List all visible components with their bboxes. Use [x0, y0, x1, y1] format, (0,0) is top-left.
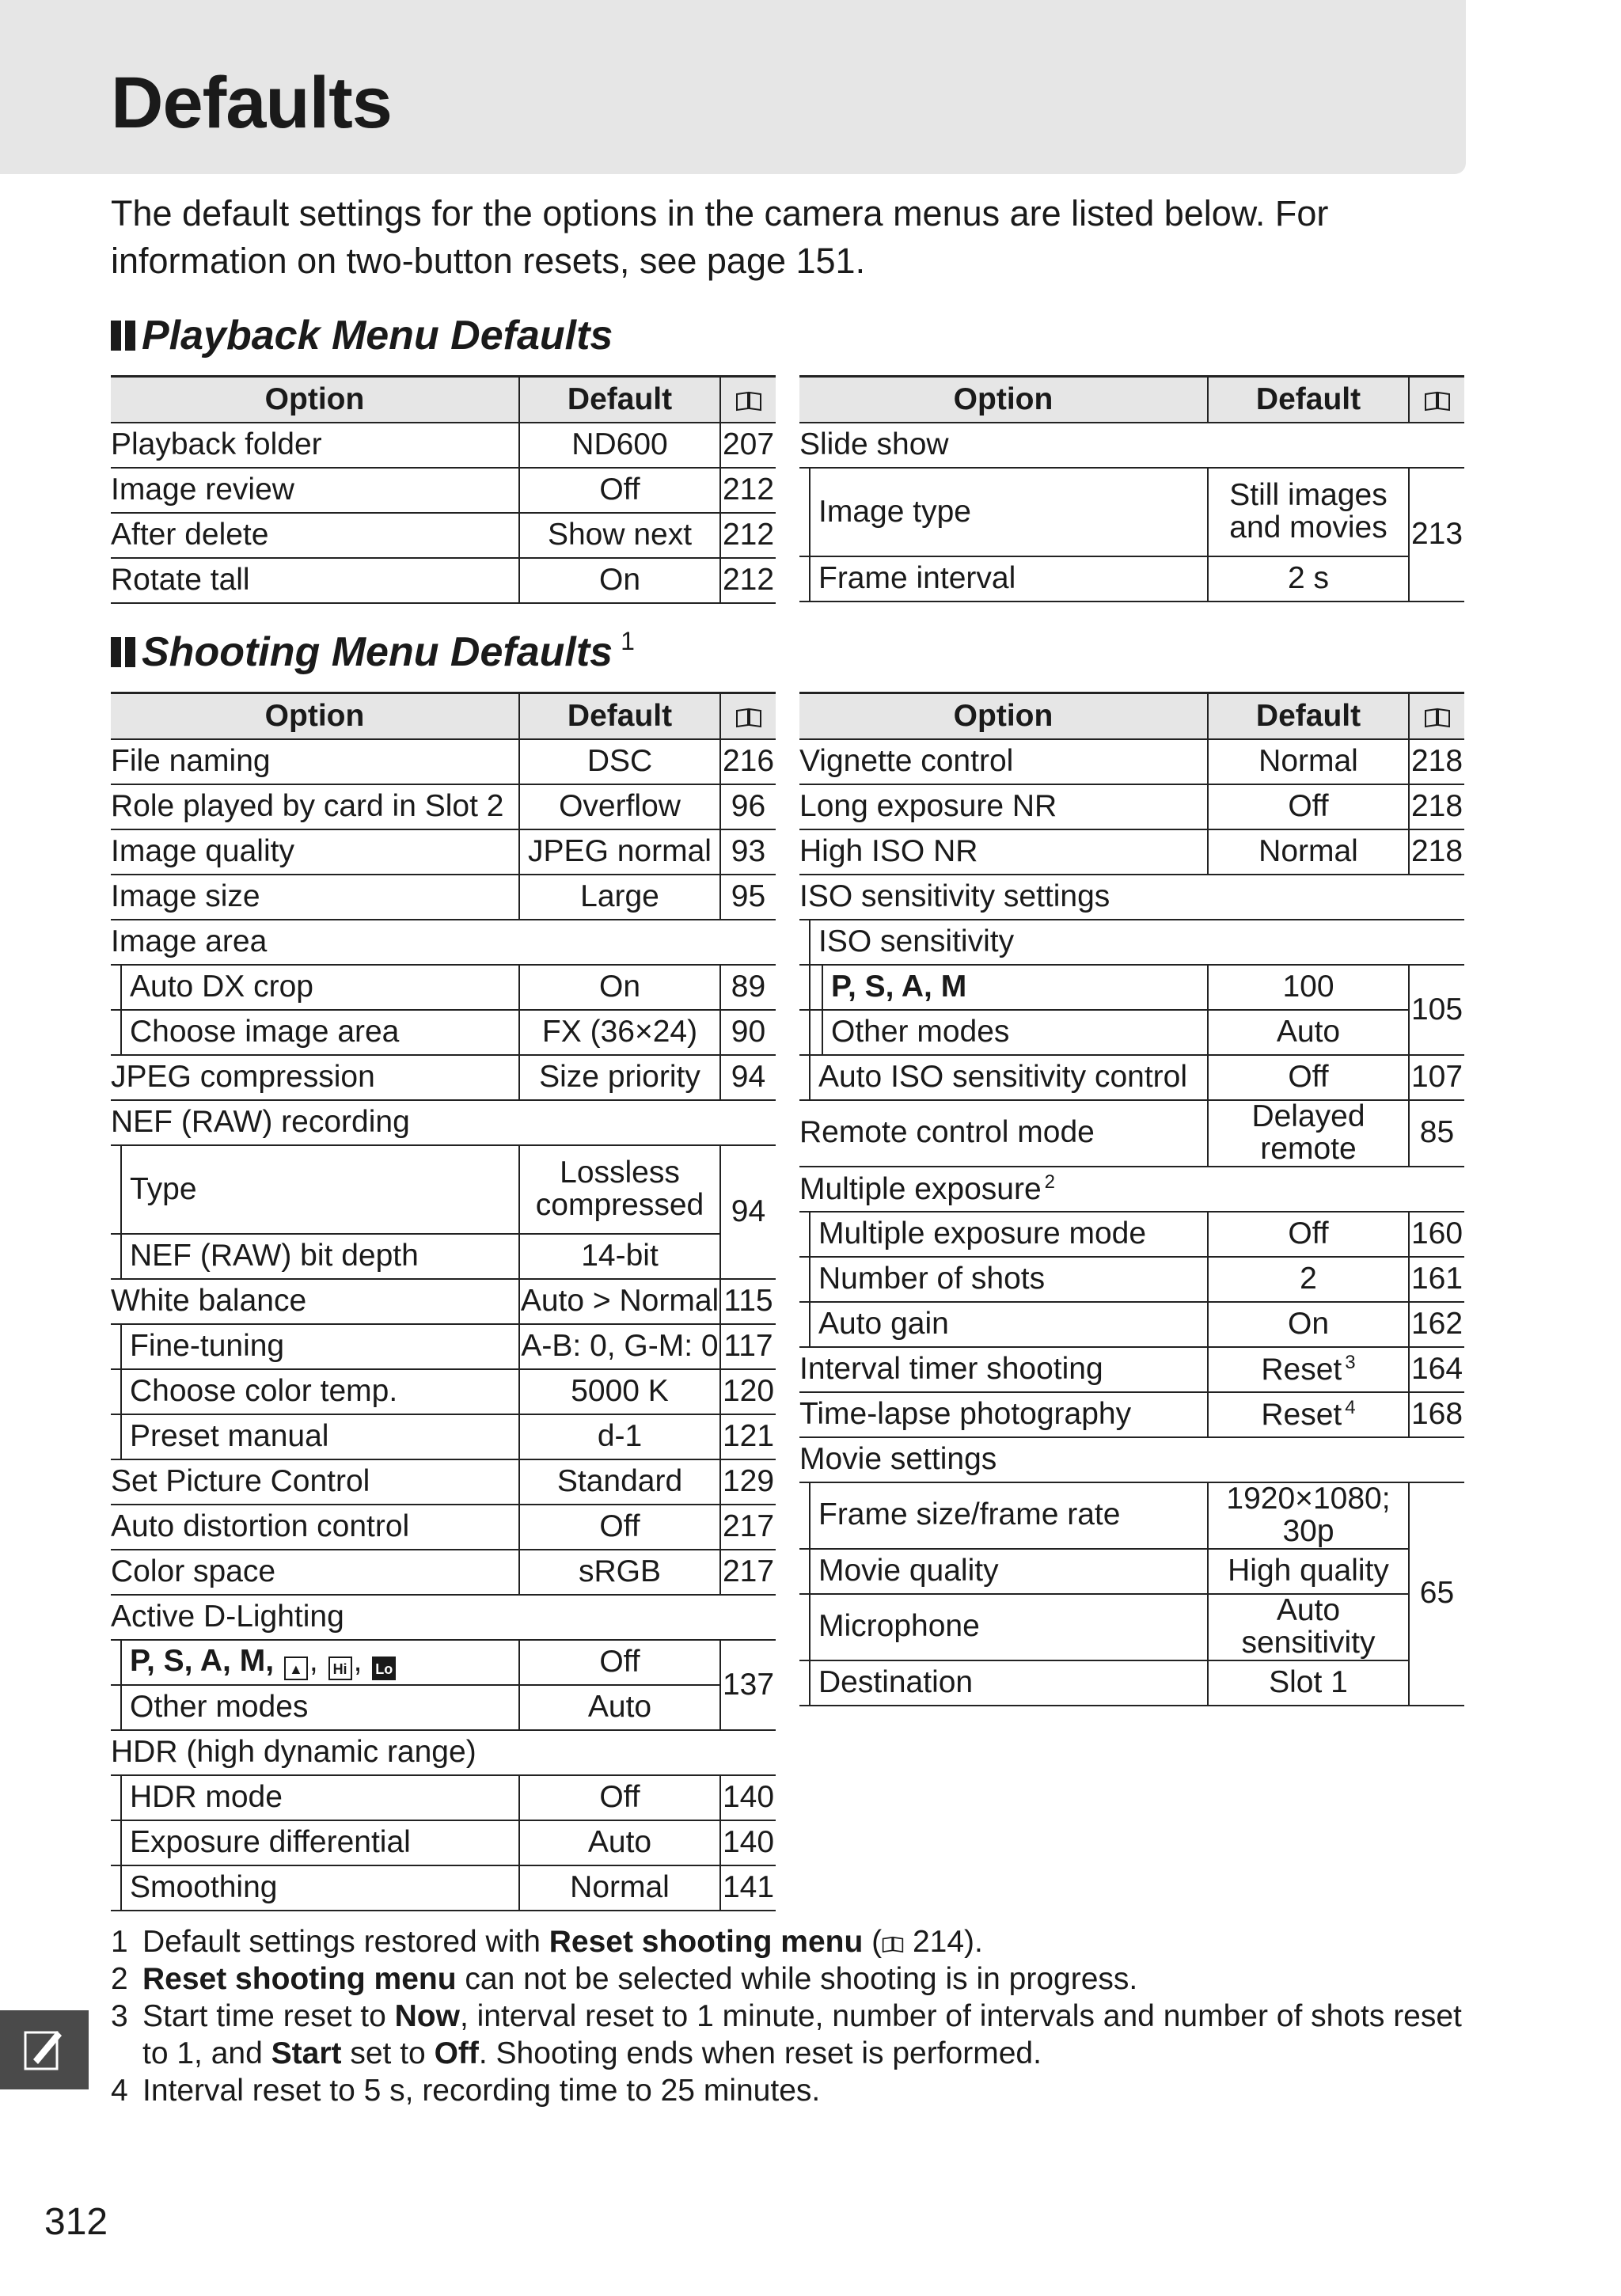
footnotes [111, 1923, 1472, 2109]
book-icon [735, 391, 762, 412]
table-row: P, S, A, M 100 105 [799, 965, 1464, 1010]
table-row: Preset manual d-1 121 [111, 1414, 776, 1459]
column-header-default: Default [1208, 377, 1409, 423]
footnote-4: 4 Interval reset to 5 s, recording time to 25 minutes. [111, 2074, 821, 2108]
book-icon [1424, 391, 1451, 412]
table-row: Frame interval 2 s [799, 556, 1464, 602]
footnote-1: 1 Default settings restored with Reset shooting menu ( 214). [111, 1925, 983, 1959]
book-icon [1424, 708, 1451, 728]
table-row: Interval timer shooting Reset $^3$ 164 [799, 1347, 1464, 1392]
table-row: HDR (high dynamic range) [111, 1730, 776, 1775]
table-row: Microphone Auto sensitivity [799, 1594, 1464, 1660]
shooting-heading: Shooting Menu Defaults 1 [111, 627, 635, 677]
table-row: Smoothing Normal 141 [111, 1865, 776, 1911]
column-header-page [720, 693, 776, 740]
book-icon [735, 708, 762, 728]
playback-table-left [111, 375, 776, 604]
table-row: Fine-tuning A-B: 0, G-M: 0 117 [111, 1324, 776, 1369]
playback-table-right [799, 375, 1464, 602]
table-row: Exposure differential Auto 140 [111, 1820, 776, 1865]
table-row: Auto DX crop On 89 [111, 965, 776, 1010]
column-header-default: Default [519, 377, 720, 423]
footnote-2: 2 Reset shooting menu can not be selected while shooting is in progress. [111, 1962, 1138, 1996]
table-row: Color space sRGB 217 [111, 1550, 776, 1595]
table-row: Auto gain On 162 [799, 1302, 1464, 1347]
table-row: NEF (RAW) recording [111, 1100, 776, 1145]
column-header-option: Option [799, 377, 1208, 423]
intro-text: The default settings for the options in the camera menus are listed below. For information on two-button resets, see page 151. [111, 193, 1329, 281]
table-row: High ISO NR Normal 218 [799, 829, 1464, 875]
table-row: Rotate tall On 212 [111, 558, 776, 603]
table-row: Type Lossless compressed 94 [111, 1145, 776, 1234]
table-row: Multiple exposure mode Off 160 [799, 1212, 1464, 1257]
adl-modes-cell: P, S, A, M, ▲ , Hi , Lo [111, 1640, 519, 1685]
footnote-3: 3 Start time reset to Now, interval reset to 1 minute, number of intervals and number of shots reset to 1, and Start set to Off. Shooting ends when reset is performed. [111, 1999, 1462, 2070]
column-header-page [720, 377, 776, 423]
heading-marks-icon [111, 321, 135, 351]
table-row: JPEG compression Size priority 94 [111, 1055, 776, 1100]
table-row: File naming DSC 216 [111, 739, 776, 784]
landscape-icon: ▲ [284, 1657, 308, 1680]
table-row: Image size Large 95 [111, 875, 776, 920]
table-row: Long exposure NR Off 218 [799, 784, 1464, 829]
shooting-table-right [799, 692, 1464, 1706]
section-side-tab [0, 2010, 89, 2089]
hdr-hi-icon: Hi [328, 1657, 352, 1680]
table-row: Auto distortion control Off 217 [111, 1505, 776, 1550]
playback-heading: Playback Menu Defaults [111, 310, 613, 361]
table-row: Image area [111, 920, 776, 965]
table-row: Set Picture Control Standard 129 [111, 1459, 776, 1505]
page-title: Defaults [111, 63, 392, 143]
table-row: Image quality JPEG normal 93 [111, 829, 776, 875]
page-number: 312 [44, 2201, 108, 2243]
table-row: NEF (RAW) bit depth 14-bit [111, 1234, 776, 1279]
table-row: Image type Still images and movies 213 [799, 468, 1464, 556]
hdr-lo-icon: Lo [372, 1657, 396, 1680]
table-row: Time-lapse photography Reset $^4$ 168 [799, 1392, 1464, 1437]
column-header-default: Default [1208, 693, 1409, 740]
table-row: HDR mode Off 140 [111, 1775, 776, 1820]
table-row: Number of shots 2 161 [799, 1257, 1464, 1302]
shooting-table-left [111, 692, 776, 1911]
table-row: Role played by card in Slot 2 Overflow 96 [111, 784, 776, 829]
column-header-page [1409, 377, 1464, 423]
table-row: Multiple exposure $^2$ [799, 1167, 1464, 1212]
table-row: Other modes Auto [799, 1010, 1464, 1055]
table-row: Movie settings [799, 1437, 1464, 1482]
table-row: Other modes Auto [111, 1685, 776, 1730]
book-icon [882, 1936, 904, 1953]
table-row: Playback folder ND600 207 [111, 423, 776, 468]
heading-marks-icon [111, 637, 135, 667]
table-row: Remote control mode Delayed remote 85 [799, 1100, 1464, 1167]
table-row: Frame size/frame rate 1920×1080; 30p 65 [799, 1482, 1464, 1549]
table-row: Image review Off 212 [111, 468, 776, 513]
table-row: Destination Slot 1 [799, 1660, 1464, 1706]
column-header-option: Option [799, 693, 1208, 740]
table-row: Vignette control Normal 218 [799, 739, 1464, 784]
menu-guide-icon [19, 2025, 70, 2075]
table-row: Choose color temp. 5000 K 120 [111, 1369, 776, 1414]
table-row: Choose image area FX (36×24) 90 [111, 1010, 776, 1055]
column-header-page [1409, 693, 1464, 740]
table-row: Movie quality High quality [799, 1549, 1464, 1594]
table-row: After delete Show next 212 [111, 513, 776, 558]
table-row: ISO sensitivity [799, 920, 1464, 965]
table-row: Active D-Lighting [111, 1595, 776, 1640]
table-row: P, S, A, M, ▲ , Hi , Lo Off 137 [111, 1640, 776, 1685]
table-row: ISO sensitivity settings [799, 875, 1464, 920]
table-row: White balance Auto > Normal 115 [111, 1279, 776, 1324]
column-header-option: Option [111, 377, 519, 423]
table-row: Auto ISO sensitivity control Off 107 [799, 1055, 1464, 1100]
table-row: Slide show [799, 423, 1464, 468]
column-header-option: Option [111, 693, 519, 740]
column-header-default: Default [519, 693, 720, 740]
